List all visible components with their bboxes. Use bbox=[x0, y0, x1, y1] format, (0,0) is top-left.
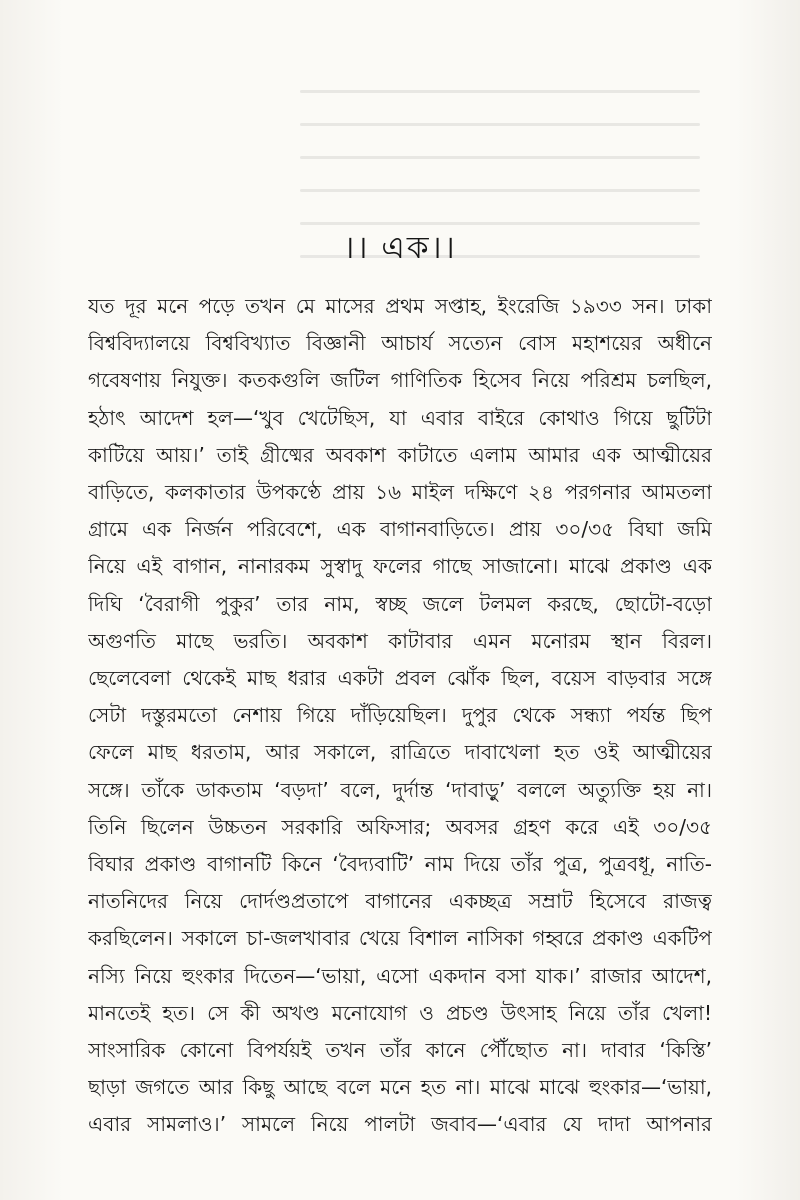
text-line: হঠাৎ আদেশ হল—‘খুব খেটেছিস, যা এবার বাইরে কোথাও গিয়ে ছুটিটা bbox=[88, 405, 712, 430]
text-line: ফেলে মাছ ধরতাম, আর সকালে, রাত্রিতে দাবাখেলা হত ওই আত্মীয়ের bbox=[88, 740, 712, 765]
text-line: গ্রামে এক নির্জন পরিবেশে, এক বাগানবাড়িতে। প্রায় ৩০/৩৫ বিঘা জমি bbox=[88, 517, 712, 542]
text-line: বাড়িতে, কলকাতার উপকণ্ঠে প্রায় ১৬ মাইল দক্ষিণে ২৪ পরগনার আমতলা bbox=[88, 480, 712, 505]
text-line: ছাড়া জগতে আর কিছু আছে বলে মনে হত না। মাঝে মাঝে হুংকার—‘ভায়া, bbox=[88, 1075, 712, 1100]
text-line: বিশ্ববিদ্যালয়ে বিশ্ববিখ্যাত বিজ্ঞানী আচার্য সত্যেন বোস মহাশয়ের অধীনে bbox=[88, 331, 712, 356]
text-line: সঙ্গে। তাঁকে ডাকতাম ‘বড়দা’ বলে, দুর্দান্ত ‘দাবাড়ু’ বললে অত্যুক্তি হয় না। bbox=[88, 777, 712, 802]
text-line: এবার সামলাও।’ সামলে নিয়ে পালটা জবাব—‘এবার যে দাদা আপনার bbox=[88, 1112, 712, 1137]
text-line: ছেলেবেলা থেকেই মাছ ধরার একটা প্রবল ঝোঁক ছিল, বয়েস বাড়বার সঙ্গে bbox=[88, 666, 712, 691]
text-line: করছিলেন। সকালে চা-জলখাবার খেয়ে বিশাল নাসিকা গহ্বরে প্রকাণ্ড একটিপ bbox=[88, 926, 712, 951]
text-line: দিঘি ‘বৈরাগী পুকুর’ তার নাম, স্বচ্ছ জলে টলমল করছে, ছোটো-বড়ো bbox=[88, 591, 712, 616]
text-line: বিঘার প্রকাণ্ড বাগানটি কিনে ‘বৈদ্যবাটি’ নাম দিয়ে তাঁর পুত্র, পুত্রবধূ, নাতি- bbox=[88, 852, 712, 877]
text-line: নাতনিদের নিয়ে দোর্দণ্ডপ্রতাপে বাগানের একচ্ছত্র সম্রাট হিসেবে রাজত্ব bbox=[88, 889, 712, 914]
text-line: নস্যি নিয়ে হুংকার দিতেন—‘ভায়া, এসো একদান বসা যাক।’ রাজার আদেশ, bbox=[88, 963, 712, 988]
text-line: মানতেই হত। সে কী অখণ্ড মনোযোগ ও প্রচণ্ড উৎসাহ নিয়ে তাঁর খেলা! bbox=[88, 1000, 712, 1025]
text-line: গবেষণায় নিযুক্ত। কতকগুলি জটিল গাণিতিক হিসেব নিয়ে পরিশ্রম চলছিল, bbox=[88, 368, 712, 393]
text-line: সেটা দস্তুরমতো নেশায় গিয়ে দাঁড়িয়েছিল। দুপুর থেকে সন্ধ্যা পর্যন্ত ছিপ bbox=[88, 703, 712, 728]
text-line: তিনি ছিলেন উচ্চতন সরকারি অফিসার; অবসর গ্রহণ করে এই ৩০/৩৫ bbox=[88, 814, 712, 839]
text-line: যত দূর মনে পড়ে তখন মে মাসের প্রথম সপ্তাহ, ইংরেজি ১৯৩৩ সন। ঢাকা bbox=[88, 294, 712, 318]
body-paragraph bbox=[88, 288, 712, 1144]
text-line: কাটিয়ে আয়।’ তাই গ্রীষ্মের অবকাশ কাটাতে এলাম আমার এক আত্মীয়ের bbox=[88, 442, 712, 467]
text-line: নিয়ে এই বাগান, নানারকম সুস্বাদু ফলের গাছে সাজানো। মাঝে প্রকাণ্ড এক bbox=[88, 554, 712, 579]
show-through-text bbox=[300, 90, 700, 310]
text-line: সাংসারিক কোনো বিপর্যয়ই তখন তাঁর কানে পৌঁছোত না। দাবার ‘কিস্তি’ bbox=[88, 1038, 712, 1063]
text-line: অগুণতি মাছে ভরতি। অবকাশ কাটাবার এমন মনোরম স্থান বিরল। bbox=[88, 628, 712, 653]
chapter-heading: ।। এক।। bbox=[343, 230, 457, 266]
